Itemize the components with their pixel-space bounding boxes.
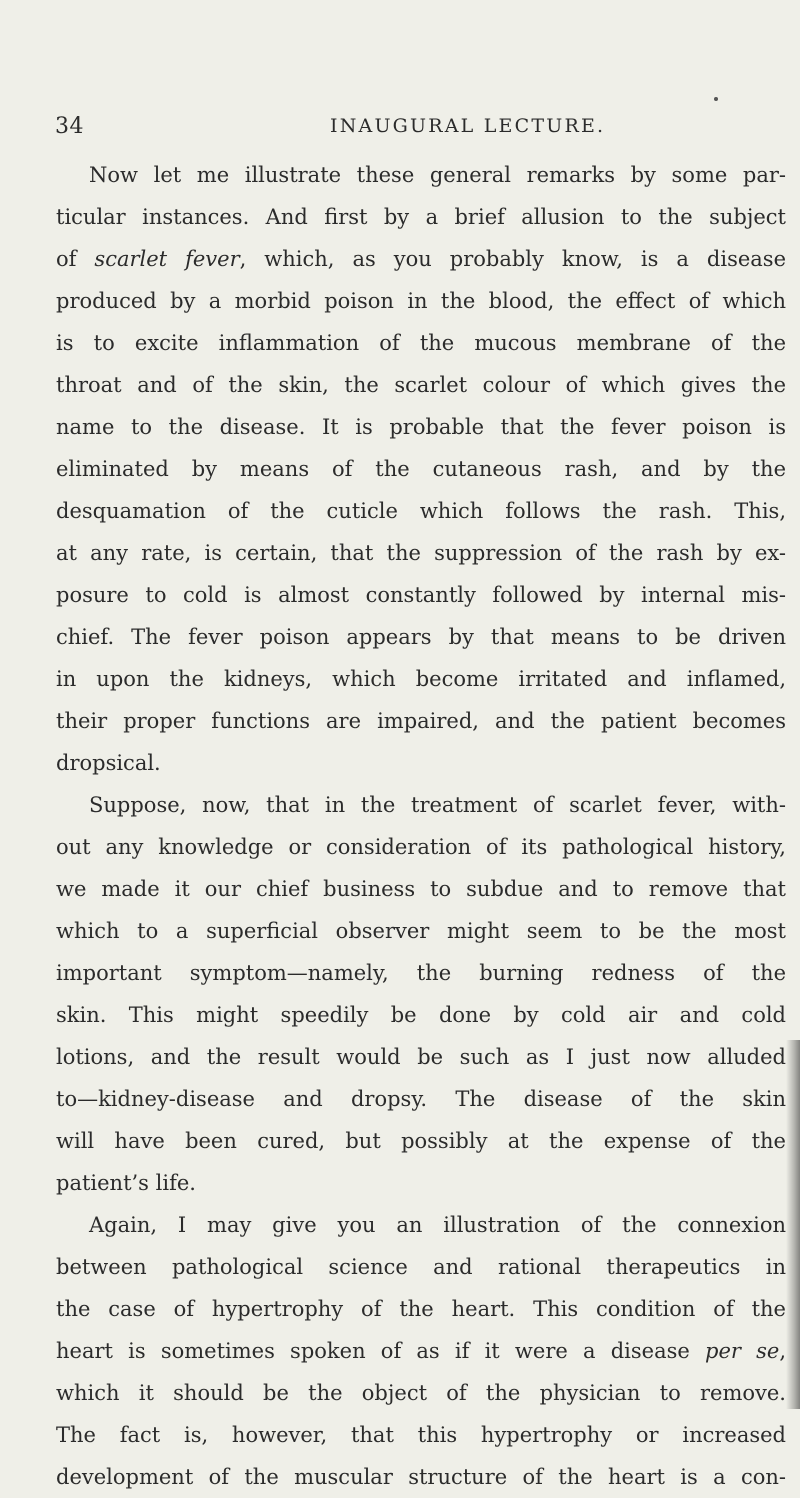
paragraph <box>56 1204 786 1498</box>
text-line: we made it our chief business to subdue and to remove that <box>56 877 786 901</box>
text-segment: of <box>56 247 95 271</box>
text-line: ticular instances. And first by a brief allusion to the subject <box>56 205 786 229</box>
text-line: at any rate, is certain, that the suppression of the rash by ex- <box>56 541 786 565</box>
text-segment: , <box>779 1339 786 1363</box>
text-line: important symptom—namely, the burning redness of the <box>56 961 786 985</box>
text-line: name to the disease. It is probable that the fever poison is <box>56 415 786 439</box>
text-line: throat and of the skin, the scarlet colour of which gives the <box>56 373 786 397</box>
text-line: to—kidney-disease and dropsy. The disease of the skin <box>56 1087 786 1111</box>
text-segment: , which, as you probably know, is a disease <box>239 247 786 271</box>
text-line: which to a superficial observer might seem to be the most <box>56 919 786 943</box>
text-line: their proper functions are impaired, and the patient becomes <box>56 709 786 733</box>
italic-term: scarlet fever <box>94 247 240 271</box>
text-line: development of the muscular structure of the heart is a con- <box>56 1465 786 1489</box>
text-line: in upon the kidneys, which become irritated and inflamed, <box>56 667 786 691</box>
body-text <box>56 154 786 1498</box>
text-line: which it should be the object of the physician to remove. <box>56 1381 786 1405</box>
text-line: Now let me illustrate these general remarks by some par- <box>89 163 786 187</box>
text-line: out any knowledge or consideration of its pathological history, <box>56 835 786 859</box>
text-line: eliminated by means of the cutaneous rash, and by the <box>56 457 786 481</box>
text-line: is to excite inflammation of the mucous membrane of the <box>56 331 786 355</box>
text-line: The fact is, however, that this hypertrophy or increased <box>56 1423 786 1447</box>
text-line: the case of hypertrophy of the heart. This condition of the <box>56 1297 786 1321</box>
italic-term: per se <box>705 1339 780 1363</box>
text-line: desquamation of the cuticle which follows the rash. This, <box>56 499 786 523</box>
ink-speck <box>714 97 718 101</box>
text-line: chief. The fever poison appears by that means to be driven <box>56 625 786 649</box>
running-head <box>55 114 790 144</box>
text-line: Suppose, now, that in the treatment of scarlet fever, with- <box>89 793 786 817</box>
text-line: skin. This might speedily be done by cold air and cold <box>56 1003 786 1027</box>
text-line: will have been cured, but possibly at the expense of the <box>56 1129 786 1153</box>
text-line: produced by a morbid poison in the blood, the effect of which <box>56 289 786 313</box>
paragraph <box>56 154 786 784</box>
text-line: between pathological science and rational therapeutics in <box>56 1255 786 1279</box>
text-line: Again, I may give you an illustration of the connexion <box>89 1213 786 1237</box>
text-line <box>56 1330 786 1372</box>
text-line: lotions, and the result would be such as I just now alluded <box>56 1045 786 1069</box>
text-line: patient’s life. <box>56 1171 196 1195</box>
paragraph <box>56 784 786 1204</box>
page-edge-shadow <box>786 1040 800 1409</box>
page-number: 34 <box>55 114 84 139</box>
text-line <box>56 238 786 280</box>
text-line: dropsical. <box>56 751 161 775</box>
text-line: posure to cold is almost constantly followed by internal mis- <box>56 583 786 607</box>
running-title: INAUGURAL LECTURE. <box>330 115 606 137</box>
text-segment: heart is sometimes spoken of as if it were a disease <box>56 1339 705 1363</box>
